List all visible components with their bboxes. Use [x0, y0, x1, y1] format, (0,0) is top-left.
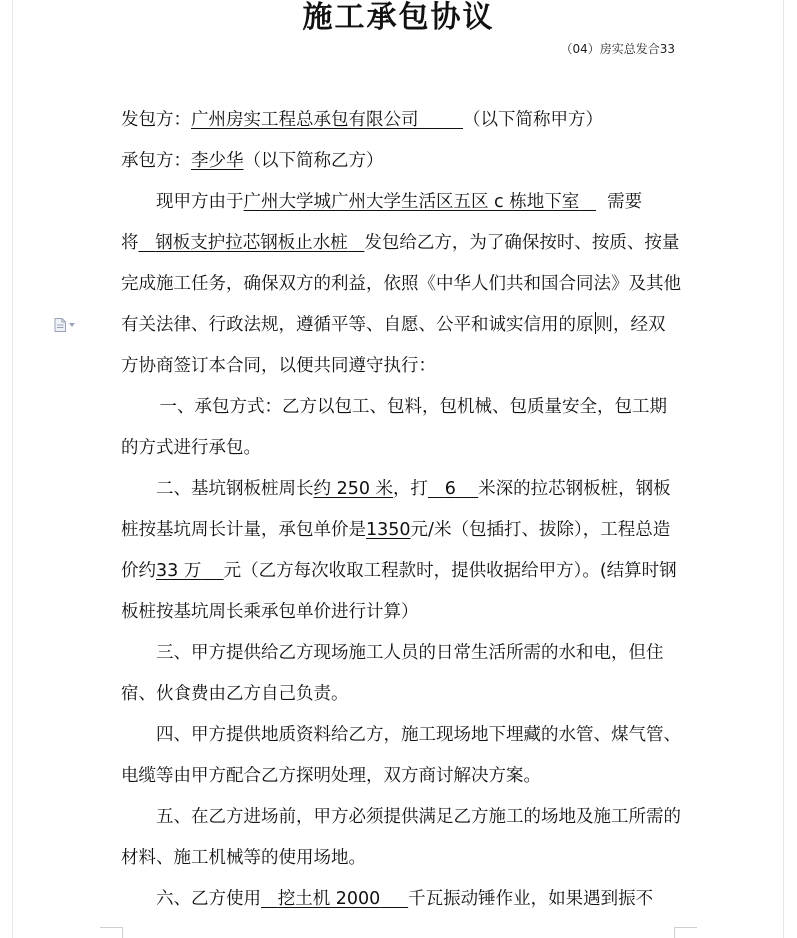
party-b-label: 承包方： [121, 151, 191, 171]
party-a-label: 发包方： [121, 110, 191, 130]
project-name: 钢板支护拉芯钢板止水桩 [155, 233, 348, 253]
depth-value: 6 [444, 479, 456, 499]
page-edge-left [12, 0, 13, 938]
unit-price-value: 1350 [366, 520, 411, 540]
clause-2: 二、基坑钢板桩周长约 250 米，打 6 米深的拉芯钢板桩，钢板桩按基坑周长计量，承包单价是1350元/米（包插打、拔除），工程总造价约33 万 元（乙方每次收取工程款时，提供收据给甲方）。(结算时钢板桩按基坑周长乘承包单价进行计算） [121, 479, 677, 622]
party-b-name: 李少华 [191, 151, 244, 171]
party-a-name: 广州房实工程总承包有限公司 [191, 110, 419, 130]
clause-3: 三、甲方提供给乙方现场施工人员的日常生活所需的水和电，但住宿、伙食费由乙方自己负责。 [121, 643, 664, 704]
party-a-line [121, 100, 681, 141]
party-b-line [121, 141, 681, 182]
document-icon [54, 318, 66, 332]
party-b-suffix: （以下简称乙方） [243, 151, 384, 171]
page-corner-mark-right [674, 927, 697, 938]
document-code: （04）房实总发合33 [560, 42, 675, 56]
clause-5: 五、在乙方进场前，甲方必须提供满足乙方施工的场地及施工所需的材料、施工机械等的使用场地。 [121, 807, 681, 868]
clause-6: 六、乙方使用 挖土机 2000 千瓦振动锤作业，如果遇到振不 [156, 889, 654, 909]
perimeter-value: 约 250 米 [313, 479, 394, 499]
intro-paragraph: 现甲方由于广州大学城广州大学生活区五区 c 栋地下室 需要将 钢板支护拉芯钢板止水桩 发包给乙方，为了确保按时、按质、按量完成施工任务，确保双方的利益，依照《中华人们共和国合同法》及其他有关法律、行政法规，遵循平等、自愿、公平和诚实信用的原 则，经双方协商签订本合同，以便共同遵守执行： [121, 192, 681, 376]
page-edge-right [783, 0, 784, 938]
project-location: 广州大学城广州大学生活区五区 c 栋地下室 [243, 192, 580, 212]
machine-value: 挖土机 2000 [277, 889, 381, 909]
clause-4: 四、甲方提供地质资料给乙方，施工现场地下埋藏的水管、煤气管、电缆等由甲方配合乙方探明处理，双方商讨解决方案。 [121, 725, 681, 786]
party-a-suffix: （以下简称甲方） [463, 110, 604, 130]
paragraph-marker[interactable] [54, 318, 75, 332]
document-body[interactable] [121, 100, 681, 920]
page-title: 施工承包协议 [302, 0, 495, 35]
chevron-down-icon [69, 323, 75, 327]
page-corner-mark-left [100, 927, 123, 938]
total-price-value: 33 万 [156, 561, 202, 581]
clause-1: 一、承包方式：乙方以包工、包料，包机械、包质量安全，包工期的方式进行承包。 [121, 397, 667, 458]
